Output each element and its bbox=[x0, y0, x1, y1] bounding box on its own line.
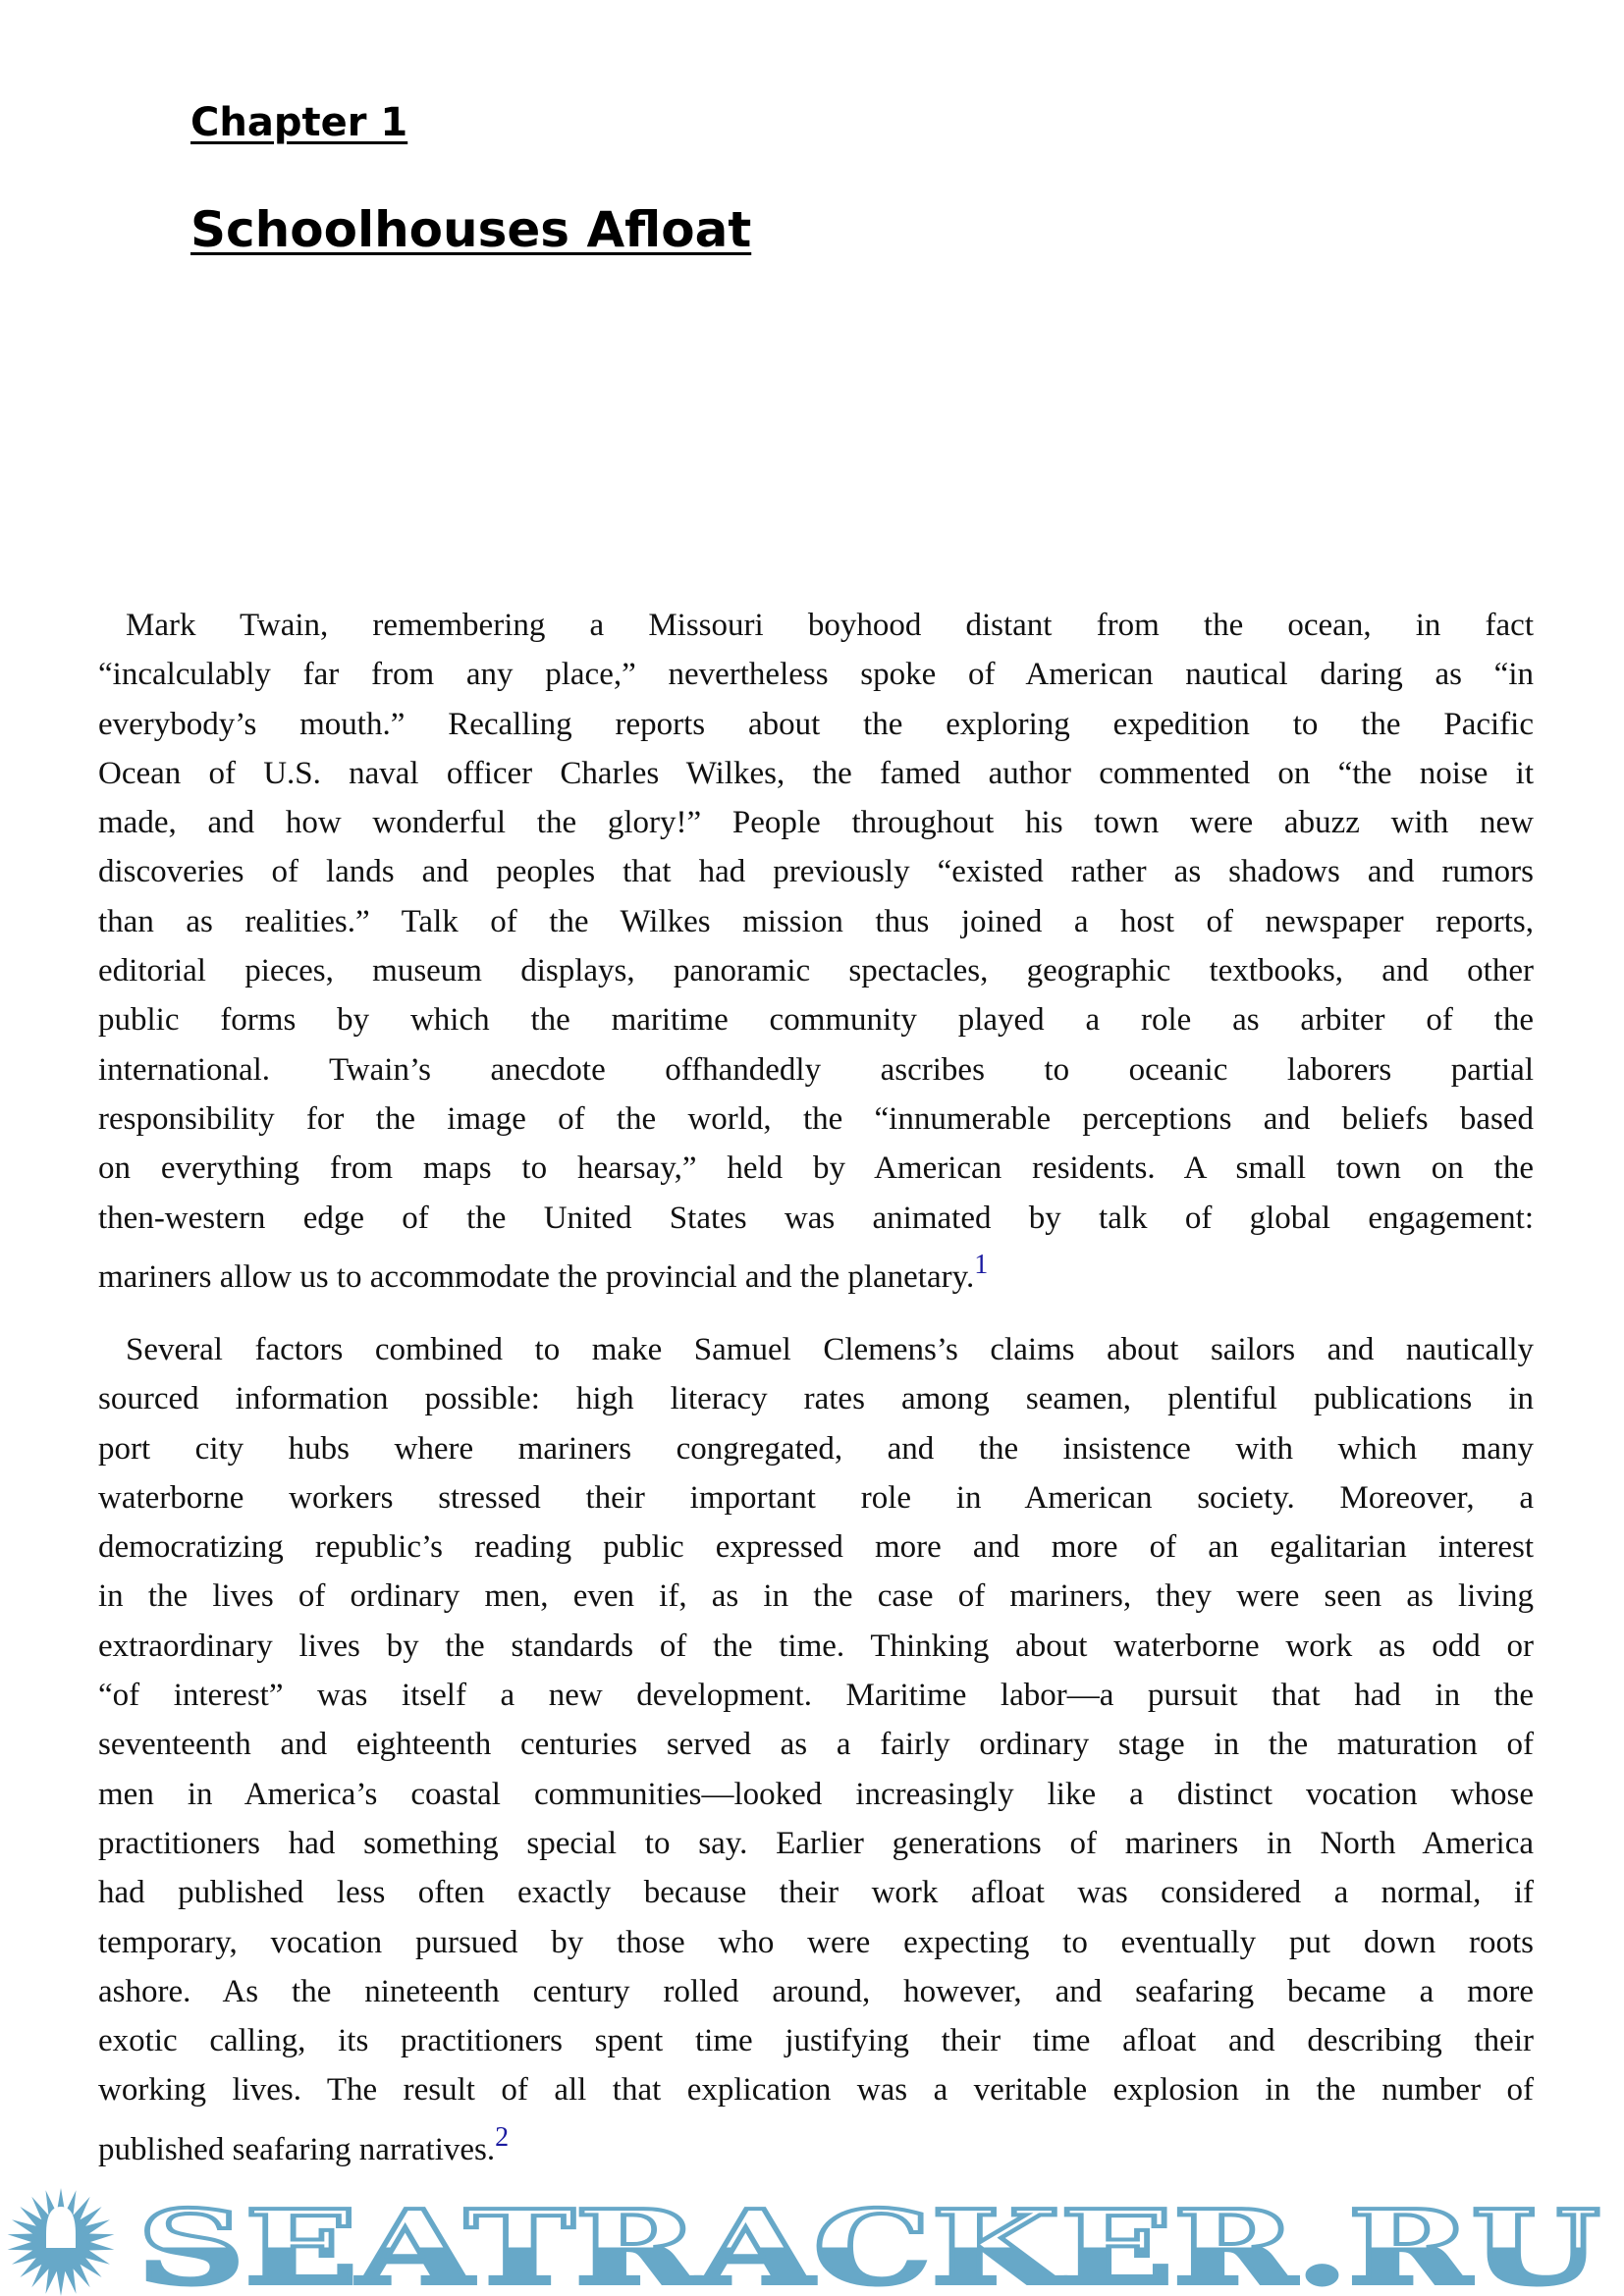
line-text: seventeenth and eighteenth centuries served as a fairly ordinary stage in the maturation of bbox=[98, 1727, 1534, 1763]
watermark-logo bbox=[0, 2187, 1624, 2296]
line-text: international. Twain’s anecdote offhandedly ascribes to oceanic laborers partial bbox=[98, 1051, 1534, 1088]
text-line bbox=[98, 1720, 1534, 1769]
text-line bbox=[98, 897, 1534, 946]
text-line bbox=[98, 1868, 1534, 1917]
text-line bbox=[98, 1671, 1534, 1720]
line-text: “of interest” was itself a new development. Maritime labor—a pursuit that had in the bbox=[98, 1678, 1534, 1714]
line-text: made, and how wonderful the glory!” People throughout his town were abuzz with new bbox=[98, 805, 1534, 841]
chapter-title: Schoolhouses Afloat bbox=[190, 201, 752, 258]
line-text: public forms by which the maritime community played a role as arbiter of the bbox=[98, 1002, 1534, 1039]
text-line bbox=[98, 1374, 1534, 1423]
text-line bbox=[98, 1572, 1534, 1621]
text-line bbox=[98, 601, 1534, 650]
line-text: mariners allow us to accommodate the provincial and the planetary. bbox=[98, 1258, 975, 1295]
watermark-text: SEATRACKER.RU bbox=[137, 2187, 1600, 2296]
line-text: extraordinary lives by the standards of the time. Thinking about waterborne work as odd or bbox=[98, 1628, 1534, 1664]
sun-star-icon bbox=[8, 2188, 115, 2296]
footnote-reference-link[interactable]: 1 bbox=[974, 1249, 989, 1280]
line-text: ashore. As the nineteenth century rolled around, however, and seafaring became a more bbox=[98, 1973, 1534, 2009]
line-text: Several factors combined to make Samuel Clemens’s claims about sailors and nautically bbox=[126, 1332, 1534, 1367]
line-text: published seafaring narratives. bbox=[98, 2131, 496, 2167]
line-text: everybody’s mouth.” Recalling reports about the exploring expedition to the Pacific bbox=[98, 706, 1534, 742]
text-line bbox=[98, 946, 1534, 995]
text-line bbox=[98, 1473, 1534, 1522]
line-text: “incalculably far from any place,” nevertheless spoke of American nautical daring as “in bbox=[98, 657, 1534, 693]
line-text: Ocean of U.S. naval officer Charles Wilkes, the famed author commented on “the noise it bbox=[98, 755, 1534, 791]
text-line bbox=[98, 1522, 1534, 1572]
line-text: editorial pieces, museum displays, panoramic spectacles, geographic textbooks, and other bbox=[98, 953, 1534, 989]
text-line bbox=[98, 1144, 1534, 1193]
text-line bbox=[98, 2016, 1534, 2065]
text-line bbox=[98, 1967, 1534, 2016]
text-line bbox=[98, 1424, 1534, 1473]
line-text: Mark Twain, remembering a Missouri boyhood distant from the ocean, in fact bbox=[126, 608, 1534, 643]
line-text: democratizing republic’s reading public expressed more and more of an egalitarian interest bbox=[98, 1529, 1534, 1566]
line-text: men in America’s coastal communities—looked increasingly like a distinct vocation whose bbox=[98, 1776, 1534, 1812]
text-line bbox=[98, 1918, 1534, 1967]
line-text: discoveries of lands and peoples that had previously “existed rather as shadows and rumors bbox=[98, 854, 1534, 890]
line-text: practitioners had something special to say. Earlier generations of mariners in North America bbox=[98, 1825, 1534, 1861]
text-line bbox=[98, 1045, 1534, 1095]
text-line bbox=[98, 995, 1534, 1044]
line-text: exotic calling, its practitioners spent time justifying their time afloat and describing their bbox=[98, 2023, 1534, 2059]
text-line bbox=[98, 1622, 1534, 1671]
body-paragraph-1 bbox=[98, 601, 1534, 1304]
line-text: sourced information possible: high literacy rates among seamen, plentiful publications in bbox=[98, 1381, 1534, 1417]
body-paragraph-2 bbox=[98, 1325, 1534, 2176]
text-line bbox=[98, 2115, 1534, 2176]
line-text: waterborne workers stressed their important role in American society. Moreover, a bbox=[98, 1479, 1534, 1516]
footnote-reference-link[interactable]: 2 bbox=[495, 2121, 510, 2153]
text-line bbox=[98, 1194, 1534, 1243]
line-text: working lives. The result of all that explication was a veritable explosion in the number of bbox=[98, 2072, 1534, 2109]
line-text: then-western edge of the United States was animated by talk of global engagement: bbox=[98, 1200, 1534, 1236]
text-line bbox=[98, 2065, 1534, 2114]
line-text: port city hubs where mariners congregated, and the insistence with which many bbox=[98, 1430, 1534, 1467]
text-line bbox=[98, 1243, 1534, 1304]
text-line bbox=[98, 1095, 1534, 1144]
text-line bbox=[98, 1770, 1534, 1819]
text-line bbox=[98, 798, 1534, 847]
text-line bbox=[98, 749, 1534, 798]
line-text: on everything from maps to hearsay,” held by American residents. A small town on the bbox=[98, 1150, 1534, 1187]
text-line bbox=[98, 1819, 1534, 1868]
text-line bbox=[98, 700, 1534, 749]
line-text: temporary, vocation pursued by those who were expecting to eventually put down roots bbox=[98, 1924, 1534, 1960]
chapter-label: Chapter 1 bbox=[190, 100, 408, 145]
line-text: had published less often exactly because their work afloat was considered a normal, if bbox=[98, 1875, 1534, 1911]
text-line bbox=[98, 650, 1534, 699]
text-line bbox=[98, 847, 1534, 896]
line-text: in the lives of ordinary men, even if, as in the case of mariners, they were seen as living bbox=[98, 1578, 1534, 1615]
line-text: than as realities.” Talk of the Wilkes mission thus joined a host of newspaper reports, bbox=[98, 903, 1534, 939]
line-text: responsibility for the image of the world, the “innumerable perceptions and beliefs based bbox=[98, 1100, 1534, 1137]
text-line bbox=[98, 1325, 1534, 1374]
